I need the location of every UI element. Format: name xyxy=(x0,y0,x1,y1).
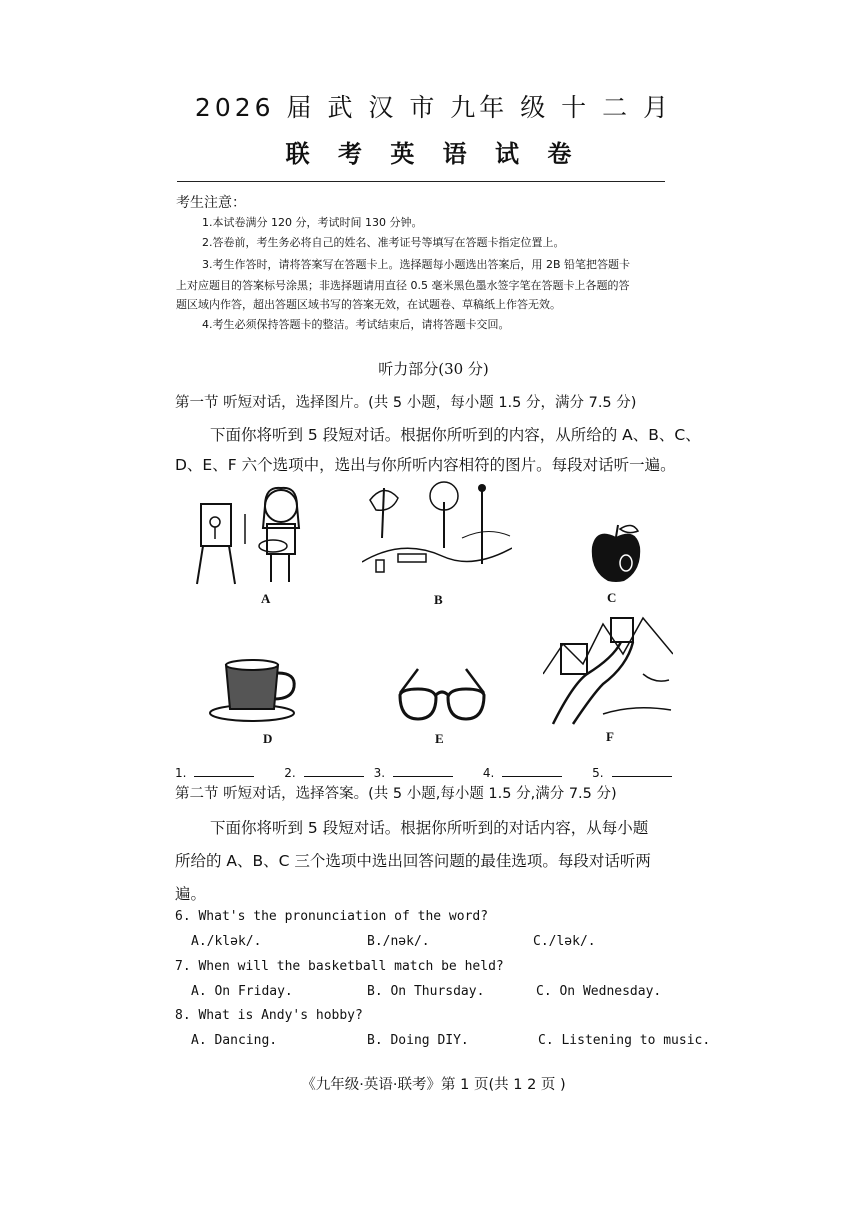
notice-item: 上对应题目的答案标号涂黑；非选择题请用直径 0.5 毫米黑色墨水签字笔在答题卡上各题的答 xyxy=(176,279,630,292)
section2-instruction: 下面你将听到 5 段短对话。根据你所听到的对话内容，从每小题 xyxy=(210,819,649,837)
listening-title: 听力部分(30 分) xyxy=(378,360,489,378)
option-a[interactable]: A. On Friday. xyxy=(191,984,293,999)
answer-blank[interactable] xyxy=(502,764,562,777)
notice-item: 题区域内作答，超出答题区域书写的答案无效，在试题卷、草稿纸上作答无效。 xyxy=(176,298,561,311)
question-7: 7. When will the basketball match be held? xyxy=(175,959,504,974)
section2-heading: 第二节 听短对话，选择答案。(共 5 小题,每小题 1.5 分,满分 7.5 分) xyxy=(175,786,617,802)
notice-item: 3.考生作答时，请将答案写在答题卡上。选择题每小题选出答案后，用 2B 铅笔把答题卡 xyxy=(202,258,631,271)
section1-instruction: 下面你将听到 5 段短对话。根据你所听到的内容，从所给的 A、B、C、 xyxy=(210,426,701,444)
exam-title-line1: 2026 届 武 汉 市 九年 级 十 二 月 xyxy=(194,93,673,122)
section1-instruction: D、E、F 六个选项中，选出与你所听内容相符的图片。每段对话听一遍。 xyxy=(175,456,676,474)
section1-heading: 第一节 听短对话，选择图片。(共 5 小题，每小题 1.5 分，满分 7.5 分) xyxy=(175,395,637,411)
answer-blank[interactable] xyxy=(393,764,453,777)
option-c[interactable]: C./lək/. xyxy=(533,934,596,949)
picture-label-e: E xyxy=(435,731,444,746)
page-footer: 《九年级·英语·联考》第 1 页(共 1 2 页 ) xyxy=(301,1077,566,1093)
blank-number: 2. xyxy=(284,766,296,780)
notice-item: 2.答卷前，考生务必将自己的姓名、准考证号等填写在答题卡指定位置上。 xyxy=(202,236,565,249)
question-8: 8. What is Andy's hobby? xyxy=(175,1008,363,1023)
question-6: 6. What's the pronunciation of the word? xyxy=(175,909,489,924)
blank-number: 1. xyxy=(175,766,187,780)
option-a[interactable]: A./klək/. xyxy=(191,934,262,949)
picture-label-d: D xyxy=(263,731,273,746)
exam-title-line2: 联 考 英 语 试 卷 xyxy=(285,140,582,168)
answer-blank[interactable] xyxy=(304,764,364,777)
notice-item: 1.本试卷满分 120 分，考试时间 130 分钟。 xyxy=(202,216,423,229)
section2-instruction: 遍。 xyxy=(175,885,207,903)
blank-number: 4. xyxy=(482,766,495,780)
answer-blank[interactable] xyxy=(612,764,672,777)
option-b[interactable]: B. On Thursday. xyxy=(367,984,485,999)
picture-label-a: A xyxy=(261,591,271,606)
option-b[interactable]: B./nək/. xyxy=(367,934,430,949)
option-c[interactable]: C. Listening to music. xyxy=(538,1033,711,1048)
option-b[interactable]: B. Doing DIY. xyxy=(367,1033,469,1048)
notice-item: 4.考生必须保持答题卡的整洁。考试结束后，请将答题卡交回。 xyxy=(202,318,510,331)
apple-icon xyxy=(586,521,646,585)
title-divider xyxy=(177,181,665,182)
answer-blank[interactable] xyxy=(194,764,254,777)
blank-number: 5. xyxy=(592,766,604,780)
section2-instruction: 所给的 A、B、C 三个选项中选出回答问题的最佳选项。每段对话听两 xyxy=(175,852,651,870)
cup-icon xyxy=(208,657,302,723)
option-c[interactable]: C. On Wednesday. xyxy=(536,984,662,999)
picture-label-b: B xyxy=(434,592,443,607)
picture-label-c: C xyxy=(607,590,617,605)
notice-heading: 考生注意： xyxy=(176,195,246,211)
glasses-icon xyxy=(396,665,488,725)
great-wall-icon xyxy=(543,614,673,726)
option-a[interactable]: A. Dancing. xyxy=(191,1033,278,1048)
blank-number: 3. xyxy=(373,766,386,780)
answer-blanks-row xyxy=(175,764,672,780)
park-icon xyxy=(362,478,512,582)
girl-painting-icon xyxy=(193,484,333,592)
picture-label-f: F xyxy=(606,729,614,744)
